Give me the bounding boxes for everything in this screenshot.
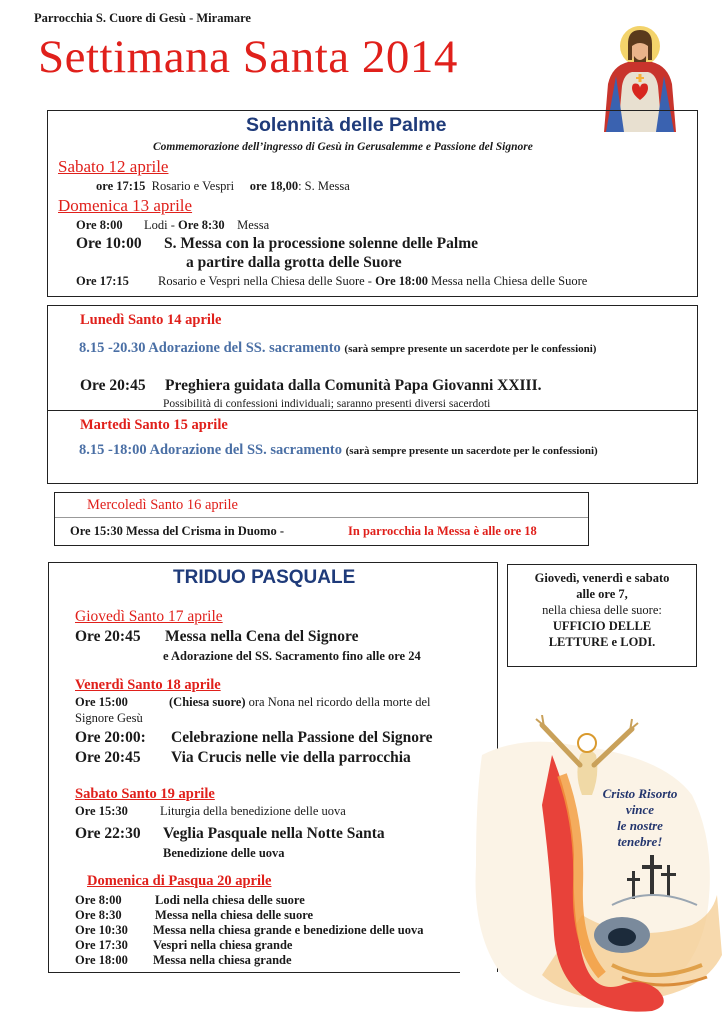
adorazione-note: (sarà sempre presente un sacerdote per le confessioni) [344,343,597,355]
martedi-day: Martedì Santo 15 aprile [80,417,228,433]
domenica-13-row3 [76,274,587,289]
caption-line: Cristo Risorto [602,786,678,801]
lunedi-adorazione [79,340,596,357]
activity: Via Crucis nelle vie della parrocchia [171,749,411,766]
mercoledi-crisma: Ore 15:30 Messa del Crisma in Duomo - [70,524,284,538]
time: Ore 17:15 [76,274,129,288]
sabato-12-day: Sabato 12 aprile [58,157,169,176]
triduo-box-bottom [48,972,460,973]
activity: Messa nella Cena del Signore [165,628,359,645]
lunedi-day: Lunedì Santo 14 aprile [80,312,222,328]
time: Ore 20:45 [80,377,146,394]
activity: Preghiera guidata dalla Comunità Papa Giovanni XXIII. [165,377,542,394]
page-title: Settimana Santa 2014 [38,31,458,83]
activity: Messa nella Chiesa delle Suore [431,274,588,288]
activity: Rosario e Vespri nella Chiesa delle Suore - [158,274,376,288]
time: Ore 22:30 [75,825,141,842]
activity: Messa [237,218,270,232]
venerdi-day: Venerdì Santo 18 aprile [75,677,221,693]
pasqua-row: Ore 10:30 Messa nella chiesa grande e benedizione delle uova [75,923,424,937]
ufficio-line: alle ore 7, [576,587,628,601]
time: Ore 20:00: [75,729,146,746]
cristo-risorto-illustration [462,715,724,1015]
lunedi-sub-clip [48,398,697,410]
domenica-13-row2b: a partire dalla grotta delle Suore [186,254,402,271]
activity: S. Messa con la processione solenne delle Palme [164,235,478,252]
venerdi-row2 [75,729,432,747]
time: Ore 10:00 [76,235,142,252]
time: Ore 8:00 [76,218,123,232]
sabato-santo-row2b: Benedizione delle uova [163,846,285,860]
caption-line: le nostre [617,818,663,833]
lunedi-preghiera [80,377,542,395]
ufficio-line: nella chiesa delle suore: [542,603,662,617]
martedi-adorazione [79,442,598,459]
parish-name: Parrocchia S. Cuore di Gesù - Miramare [34,11,251,25]
giovedi-row1b: e Adorazione del SS. Sacramento fino alle ore 24 [163,649,421,663]
ufficio-line: UFFICIO DELLE [552,619,652,633]
ufficio-text [507,570,697,650]
domenica-13-row1 [76,218,269,233]
pasqua-row: Ore 8:00 Lodi nella chiesa delle suore [75,893,305,907]
caption-line: vince [625,802,655,817]
activity: Celebrazione nella Passione del Signore [171,729,433,746]
pasqua-row: Ore 17:30 Vespri nella chiesa grande [75,938,293,952]
pasqua-day: Domenica di Pasqua 20 aprile [87,873,272,889]
time: Ore 15:30 [75,804,128,818]
adorazione-note: (sarà sempre presente un sacerdote per le confessioni) [345,445,598,457]
mercoledi-day: Mercoledì Santo 16 aprile [87,497,238,513]
time: Ore 18:00 [375,274,428,288]
domenica-13-row2 [76,235,478,253]
time: Ore 15:00 [75,695,128,709]
palme-subtitle: Commemorazione dell’ingresso di Gesù in Gerusalemme e Passione del Signore [153,141,533,153]
sabato-santo-row2 [75,825,385,843]
ufficio-line: LETTURE e LODI. [548,635,656,649]
activity: Lodi - [144,218,179,232]
venerdi-row3 [75,749,411,767]
sabato-12-schedule [96,179,350,194]
adorazione-text: 8.15 -18:00 Adorazione del SS. sacramento [79,442,342,458]
pasqua-row: Ore 18:00 Messa nella chiesa grande [75,953,292,967]
time: Ore 20:45 [75,749,141,766]
activity: Rosario e Vespri [151,179,235,193]
sabato-santo-day: Sabato Santo 19 aprile [75,786,215,802]
triduo-title: TRIDUO PASQUALE [173,567,356,588]
lunedi-sub: Possibilità di confessioni individuali; saranno presenti diversi sacerdoti [163,398,491,410]
activity: Liturgia della benedizione delle uova [160,804,346,818]
time: Ore 20:45 [75,628,141,645]
pasqua-list [75,893,423,968]
activity: Veglia Pasquale nella Notte Santa [163,825,385,842]
ufficio-line: Giovedì, venerdì e sabato [534,571,670,585]
giovedi-row1 [75,628,358,646]
venerdi-row1b: Signore Gesù [75,711,143,725]
giovedi-day: Giovedì Santo 17 aprile [75,608,223,625]
palme-title: Solennità delle Palme [246,114,447,136]
activity: : S. Messa [298,179,350,193]
time: ore 18,00 [249,179,299,193]
sabato-santo-row1 [75,804,346,819]
adorazione-text: 8.15 -20.30 Adorazione del SS. sacramento [79,340,341,356]
pasqua-row: Ore 8:30 Messa nella chiesa delle suore [75,908,314,922]
domenica-13-day: Domenica 13 aprile [58,196,193,215]
time: ore 17:15 [96,179,146,193]
caption-line: tenebre! [617,834,663,849]
venerdi-row1 [75,695,431,710]
mercoledi-note: In parrocchia la Messa è alle ore 18 [348,524,537,538]
mercoledi-divider [55,517,588,518]
time: Ore 8:30 [178,218,225,232]
cristo-risorto-caption [580,786,700,850]
activity: ora Nona nel ricordo della morte del [245,695,431,709]
activity: (Chiesa suore) [169,695,246,709]
